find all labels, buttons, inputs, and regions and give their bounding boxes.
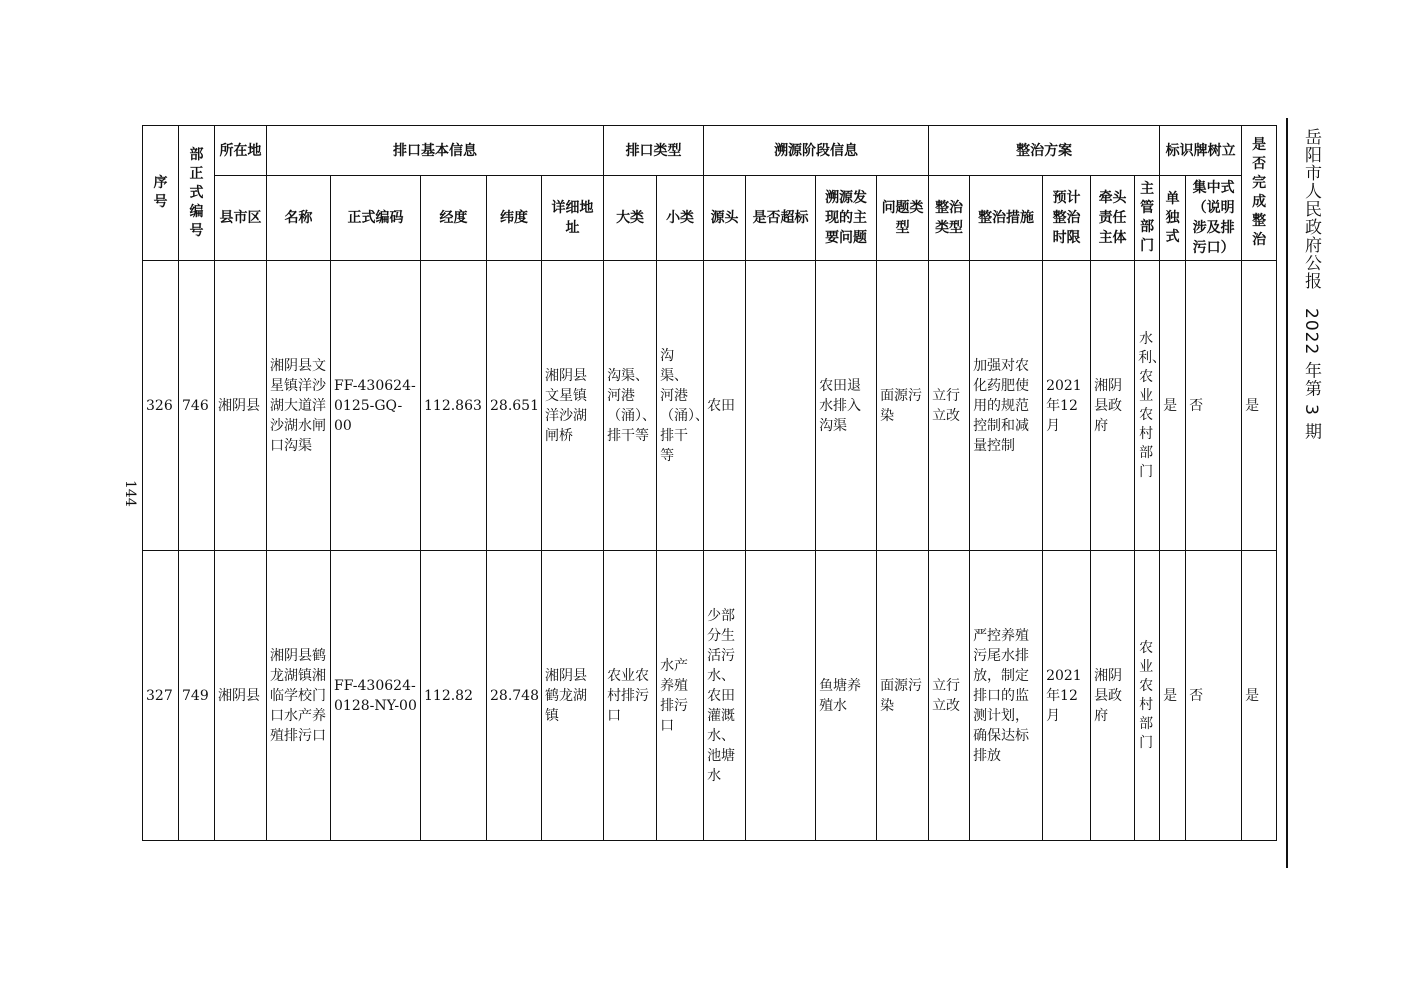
header-sign: 标识牌树立 bbox=[1160, 126, 1242, 176]
header-completed: 是否完成整治 bbox=[1242, 126, 1277, 261]
table-row bbox=[143, 551, 1277, 841]
header-trace-info: 溯源阶段信息 bbox=[704, 126, 929, 176]
cell-latitude: 28.651 bbox=[487, 261, 542, 551]
cell-name: 湘阴县文星镇洋沙湖大道洋沙湖水闸口沟渠 bbox=[267, 261, 331, 551]
cell-central: 否 bbox=[1186, 261, 1242, 551]
header-rem-type: 整治类型 bbox=[929, 176, 970, 261]
header-exceed: 是否超标 bbox=[746, 176, 816, 261]
cell-county: 湘阴县 bbox=[215, 551, 267, 841]
header-formal-code: 部正式编号 bbox=[179, 126, 215, 261]
cell-code: FF-430624-0125-GQ-00 bbox=[331, 261, 421, 551]
header-dept: 主管部门 bbox=[1135, 176, 1160, 261]
cell-lead: 湘阴县政府 bbox=[1091, 261, 1135, 551]
cell-seq: 326 bbox=[143, 261, 179, 551]
header-basic-info: 排口基本信息 bbox=[267, 126, 604, 176]
header-county: 县市区 bbox=[215, 176, 267, 261]
cell-source: 农田 bbox=[704, 261, 746, 551]
header-location: 所在地 bbox=[215, 126, 267, 176]
header-single: 单独式 bbox=[1160, 176, 1186, 261]
header-name: 名称 bbox=[267, 176, 331, 261]
cell-minor: 沟渠、河港（涌）、排干等 bbox=[657, 261, 704, 551]
cell-formal-code: 749 bbox=[179, 551, 215, 841]
header-problem: 溯源发现的主要问题 bbox=[816, 176, 877, 261]
cell-code: FF-430624-0128-NY-00 bbox=[331, 551, 421, 841]
gazette-title: 岳阳市人民政府公报 2022 年第 3 期 bbox=[1301, 128, 1321, 441]
header-code: 正式编码 bbox=[331, 176, 421, 261]
header-longitude: 经度 bbox=[421, 176, 487, 261]
table-row bbox=[143, 261, 1277, 551]
cell-address: 湘阴县鹤龙湖镇 bbox=[542, 551, 604, 841]
cell-measures: 加强对农化药肥使用的规范控制和减量控制 bbox=[970, 261, 1043, 551]
header-seq: 序号 bbox=[143, 126, 179, 261]
cell-major: 沟渠、河港（涌）、排干等 bbox=[604, 261, 657, 551]
outlet-table bbox=[142, 125, 1277, 841]
cell-dept: 水利、农业农村部门 bbox=[1135, 261, 1160, 551]
cell-formal-code: 746 bbox=[179, 261, 215, 551]
header-major: 大类 bbox=[604, 176, 657, 261]
cell-latitude: 28.748 bbox=[487, 551, 542, 841]
cell-address: 湘阴县文星镇洋沙湖闸桥 bbox=[542, 261, 604, 551]
cell-dept: 农业农村部门 bbox=[1135, 551, 1160, 841]
cell-county: 湘阴县 bbox=[215, 261, 267, 551]
header-deadline: 预计整治时限 bbox=[1043, 176, 1091, 261]
header-rule bbox=[1286, 118, 1288, 868]
cell-major: 农业农村排污口 bbox=[604, 551, 657, 841]
header-problem-type: 问题类型 bbox=[877, 176, 929, 261]
header-address: 详细地址 bbox=[542, 176, 604, 261]
cell-longitude: 112.82 bbox=[421, 551, 487, 841]
cell-problem-type: 面源污染 bbox=[877, 551, 929, 841]
cell-measures: 严控养殖污尾水排放，制定排口的监测计划，确保达标排放 bbox=[970, 551, 1043, 841]
cell-problem: 农田退水排入沟渠 bbox=[816, 261, 877, 551]
header-minor: 小类 bbox=[657, 176, 704, 261]
cell-rem-type: 立行立改 bbox=[929, 551, 970, 841]
header-central: 集中式（说明涉及排污口） bbox=[1186, 176, 1242, 261]
cell-minor: 水产养殖排污口 bbox=[657, 551, 704, 841]
cell-deadline: 2021年12月 bbox=[1043, 551, 1091, 841]
cell-rem-type: 立行立改 bbox=[929, 261, 970, 551]
header-lead: 牵头责任主体 bbox=[1091, 176, 1135, 261]
cell-completed: 是 bbox=[1242, 261, 1277, 551]
page-number: 144 bbox=[122, 480, 138, 507]
cell-lead: 湘阴县政府 bbox=[1091, 551, 1135, 841]
cell-completed: 是 bbox=[1242, 551, 1277, 841]
cell-central: 否 bbox=[1186, 551, 1242, 841]
cell-name: 湘阴县鹤龙湖镇湘临学校门口水产养殖排污口 bbox=[267, 551, 331, 841]
cell-problem-type: 面源污染 bbox=[877, 261, 929, 551]
cell-exceed bbox=[746, 551, 816, 841]
header-source: 源头 bbox=[704, 176, 746, 261]
header-measures: 整治措施 bbox=[970, 176, 1043, 261]
cell-problem: 鱼塘养殖水 bbox=[816, 551, 877, 841]
header-outlet-type: 排口类型 bbox=[604, 126, 704, 176]
cell-single: 是 bbox=[1160, 261, 1186, 551]
header-remediation: 整治方案 bbox=[929, 126, 1160, 176]
cell-longitude: 112.863 bbox=[421, 261, 487, 551]
cell-exceed bbox=[746, 261, 816, 551]
cell-seq: 327 bbox=[143, 551, 179, 841]
header-latitude: 纬度 bbox=[487, 176, 542, 261]
cell-single: 是 bbox=[1160, 551, 1186, 841]
cell-deadline: 2021年12月 bbox=[1043, 261, 1091, 551]
cell-source: 少部分生活污水、农田灌溉水、池塘水 bbox=[704, 551, 746, 841]
